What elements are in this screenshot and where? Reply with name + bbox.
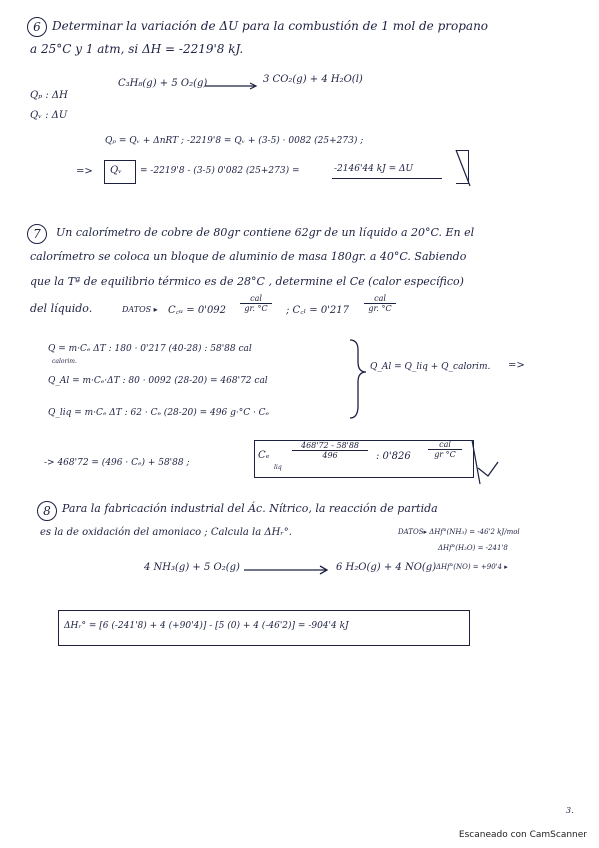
ce-unit-num: cal: [428, 440, 462, 450]
scanner-watermark: Escaneado con CamScanner: [458, 830, 587, 840]
c-al-value: ; C꜀ₗ = 0'217: [286, 305, 350, 316]
problem-8-number: 8: [37, 501, 57, 521]
page-mark: 3.: [566, 806, 574, 815]
equation-6-2-qv: Qᵥ: [110, 165, 122, 176]
c-al-unit-den: gr. °C: [368, 304, 392, 313]
result-8-equation: ΔHᵣ° = [6 (-241'8) + 4 (+90'4)] - [5 (0) + 4 (-46'2)] = -904'4 kJ: [64, 621, 349, 631]
problem-8-statement-line1: Para la fabricación industrial del Ác. Nítrico, la reacción de partida: [62, 502, 438, 515]
check-mark-7: [478, 462, 498, 476]
data-h2o: ΔHf°(H₂O) = -241'8: [438, 544, 508, 552]
heat-aluminium: Q_Al = m·Cₑ·ΔT : 80 · 0092 (28-20) = 468'72 cal: [48, 376, 268, 386]
reaction-8-products: 6 H₂O(g) + 4 NO(g): [336, 562, 437, 573]
reaction-6-products: 3 CO₂(g) + 4 H₂O(l): [263, 74, 363, 85]
c-cu-value: C꜀ᵤ = 0'092: [168, 305, 227, 316]
heat-brace: [350, 340, 366, 418]
tick-7: [472, 440, 480, 484]
equation-6-2-result: -2146'44 kJ = ΔU: [334, 164, 414, 174]
c-cu-unit-num: cal: [240, 294, 272, 304]
heat-calorimeter-subscript: calorim.: [52, 358, 77, 365]
c-al-unit-num: cal: [364, 294, 396, 304]
problem-8-statement-line2: es la de oxidación del amoniaco ; Calcula la ΔHᵣ°.: [40, 527, 292, 538]
problem-7-statement-line4: del líquido.: [30, 302, 93, 315]
heat-calorimeter: Q = m·Cₑ ΔT : 180 · 0'217 (40-28) : 58'88 cal: [48, 344, 252, 354]
ce-symbol: Cₑ: [258, 450, 270, 461]
qp-relation: Qₚ : ΔH: [30, 90, 68, 101]
tick-6: [456, 150, 470, 186]
ce-value: : 0'826: [376, 451, 411, 462]
ce-fraction-den: 496: [322, 451, 338, 460]
problem-6-statement-line2: a 25°C y 1 atm, si ΔH = -2219'8 kJ.: [30, 42, 244, 56]
ce-unit-den: gr °C: [434, 450, 456, 459]
data-nh3: DATOS▸ ΔHf°(NH₃) = -46'2 kJ/mol: [398, 528, 520, 536]
problem-7-number: 7: [27, 224, 47, 244]
problem-6-statement-line1: Determinar la variación de ΔU para la combustión de 1 mol de propano: [52, 19, 489, 33]
heat-liquid: Q_liq = m·Cₑ ΔT : 62 · Cₑ (28-20) = 496 g·°C · Cₑ: [48, 408, 270, 418]
reaction-6-reactants: C₃H₈(g) + 5 O₂(g): [118, 78, 208, 89]
datos-label: DATOS ▸: [122, 305, 158, 314]
problem-7-statement-line2: calorímetro se coloca un bloque de aluminio de masa 180gr. a 40°C. Sabiendo: [30, 250, 467, 263]
ce-subscript: liq: [274, 464, 282, 471]
heat-balance-arrow: =>: [508, 360, 525, 371]
equation-6-2-prefix: =>: [76, 166, 93, 177]
qv-relation: Qᵥ : ΔU: [30, 110, 68, 121]
problem-7-statement-line1: Un calorímetro de cobre de 80gr contiene 62gr de un líquido a 20°C. En el: [56, 226, 475, 239]
problem-6-number: 6: [27, 17, 47, 37]
equation-6-2-body: = -2219'8 - (3-5) 0'082 (25+273) =: [140, 166, 300, 176]
reaction-8-reactants: 4 NH₃(g) + 5 O₂(g): [144, 562, 240, 573]
heat-balance: Q_Al = Q_liq + Q_calorim.: [370, 362, 491, 372]
problem-7-statement-line3: que la Tª de equilibrio térmico es de 28°C , determine el Ce (calor específico): [30, 275, 464, 288]
c-cu-unit-den: gr. °C: [244, 304, 268, 313]
data-no: ΔHf°(NO) = +90'4 ▸: [436, 563, 508, 571]
equation-6-1: Qₚ = Qᵥ + ΔnRT ; -2219'8 = Qᵥ + (3-5) · 0082 (25+273) ;: [105, 136, 364, 146]
ce-fraction-num: 468'72 - 58'88: [292, 441, 368, 451]
final-equation: -> 468'72 = (496 · Cₑ) + 58'88 ;: [44, 458, 190, 468]
